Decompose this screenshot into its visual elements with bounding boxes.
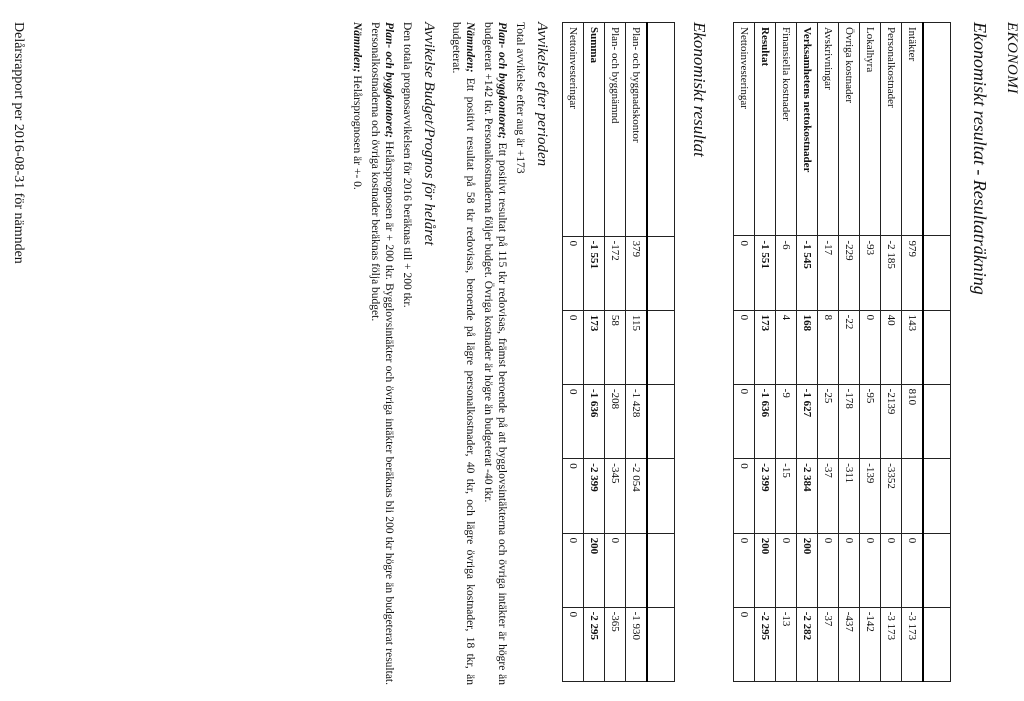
table-row <box>860 23 881 682</box>
value-cell: -365 <box>605 607 626 681</box>
table-row <box>563 23 584 682</box>
value-cell: -3352 <box>881 459 902 534</box>
value-cell: 0 <box>734 459 755 534</box>
text-helar-kontor: Helårsprognosen är + 200 tkr. Bygglovsintäkter och övriga intäkter beräknas bli 200 tkr högre än budgeterat resultat. Personalkostnaderna och övriga kostnader beräknas följa budget. <box>369 22 395 685</box>
table-row <box>755 23 776 682</box>
value-cell <box>902 459 924 534</box>
value-cell: 168 <box>797 310 818 384</box>
value-cell: 0 <box>734 533 755 607</box>
value-cell: -1 545 <box>797 236 818 310</box>
value-cell: -2 295 <box>584 607 605 681</box>
value-cell: -2 399 <box>755 459 776 534</box>
value-cell: 0 <box>734 384 755 459</box>
page-content <box>346 22 990 685</box>
value-cell: 200 <box>755 533 776 607</box>
value-cell: 0 <box>563 607 584 681</box>
row-label: Avskrivningar <box>818 23 839 236</box>
value-cell: 115 <box>626 310 648 384</box>
text-helar-namnd: Helårsprognosen är +- 0. <box>351 72 363 190</box>
value-cell: 0 <box>734 236 755 310</box>
row-label: Nettoinvesteringar <box>734 23 755 236</box>
value-cell: 0 <box>734 310 755 384</box>
value-cell: -15 <box>776 459 797 534</box>
value-cell: 0 <box>776 533 797 607</box>
resultatrakning-table <box>733 22 951 682</box>
department-title: EKONOMI <box>1004 22 1020 94</box>
lead-namnd: Nämnden; <box>464 22 476 73</box>
value-cell: -229 <box>839 236 860 310</box>
row-label: Finansiella kostnader <box>776 23 797 236</box>
value-cell: -345 <box>605 459 626 533</box>
avvikelse-helar-total: Den totala prognosavvikelsen för 2016 beräknas till + 200 tkr. <box>401 22 413 308</box>
header-cell <box>647 459 675 533</box>
value-cell: 0 <box>902 533 924 607</box>
value-cell: -2139 <box>881 384 902 459</box>
value-cell: 58 <box>605 310 626 384</box>
value-cell: -3 173 <box>902 607 924 681</box>
header-cell <box>647 23 675 237</box>
row-label: Intäkter <box>902 23 924 236</box>
table-row <box>797 23 818 682</box>
table-row <box>881 23 902 682</box>
row-label: Verksamhetens nettokostnader <box>797 23 818 236</box>
lead-kontor: Plan- och byggkontoret; <box>496 22 508 139</box>
value-cell: -13 <box>776 607 797 681</box>
value-cell: 0 <box>860 310 881 384</box>
value-cell: 0 <box>818 533 839 607</box>
value-cell: -6 <box>776 236 797 310</box>
page-header <box>1003 0 1020 701</box>
value-cell: -2 399 <box>584 459 605 533</box>
value-cell: -139 <box>860 459 881 534</box>
value-cell: -142 <box>860 607 881 681</box>
value-cell: -178 <box>839 384 860 459</box>
avvikelse-helar-namnd <box>350 22 364 685</box>
value-cell: -1 627 <box>797 384 818 459</box>
avvikelse-period-kontor <box>481 22 509 685</box>
value-cell: -37 <box>818 607 839 681</box>
header-cell <box>923 310 951 384</box>
value-cell: 979 <box>902 236 924 310</box>
value-cell <box>626 533 648 607</box>
row-label: Lokalhyra <box>860 23 881 236</box>
value-cell: -1 636 <box>584 385 605 459</box>
value-cell: -208 <box>605 385 626 459</box>
value-cell: 143 <box>902 310 924 384</box>
table-row <box>902 23 924 682</box>
section-title-ekonomiskt-resultat: Ekonomiskt resultat <box>690 22 709 157</box>
row-label: Plan- och byggnadskontor <box>626 23 648 237</box>
header-cell <box>647 236 675 310</box>
value-cell: 200 <box>797 533 818 607</box>
table-row <box>734 23 755 682</box>
value-cell: -1 551 <box>755 236 776 310</box>
header-cell <box>647 607 675 681</box>
header-cell <box>923 459 951 534</box>
lead-helar-kontor: Plan- och byggkontoret; <box>383 22 395 138</box>
value-cell: 200 <box>584 533 605 607</box>
heading-avvikelse-period: Avvikelse efter perioden <box>534 22 550 167</box>
value-cell: -37 <box>818 459 839 534</box>
avvikelse-period-total: Total avvikelse efter aug är +173 <box>514 22 526 174</box>
value-cell: -17 <box>818 236 839 310</box>
value-cell: -311 <box>839 459 860 534</box>
value-cell: -437 <box>839 607 860 681</box>
row-label: Övriga kostnader <box>839 23 860 236</box>
value-cell: 0 <box>563 385 584 459</box>
value-cell: -2 054 <box>626 459 648 533</box>
value-cell: -2 282 <box>797 607 818 681</box>
value-cell: 8 <box>818 310 839 384</box>
value-cell: -1 428 <box>626 385 648 459</box>
value-cell: -2 295 <box>755 607 776 681</box>
value-cell: 173 <box>584 310 605 384</box>
value-cell: -25 <box>818 384 839 459</box>
value-cell: 0 <box>563 459 584 533</box>
row-label: Nettoinvesteringar <box>563 23 584 237</box>
header-cell <box>923 533 951 607</box>
header-cell <box>647 385 675 459</box>
header-cell <box>923 236 951 310</box>
heading-avvikelse-helar: Avvikelse Budget/Prognos för helåret <box>421 22 437 246</box>
header-cell <box>923 23 951 236</box>
row-label: Resultat <box>755 23 776 236</box>
table-header-row <box>923 23 951 682</box>
value-cell: 379 <box>626 236 648 310</box>
value-cell: 40 <box>881 310 902 384</box>
lead-helar-namnd: Nämnden; <box>351 22 363 73</box>
row-label: Plan- och byggnämnd <box>605 23 626 237</box>
value-cell: 810 <box>902 384 924 459</box>
value-cell: -2 384 <box>797 459 818 534</box>
table-row <box>776 23 797 682</box>
value-cell: -93 <box>860 236 881 310</box>
header-cell <box>647 310 675 384</box>
table-row <box>839 23 860 682</box>
row-label: Personalkostnader <box>881 23 902 236</box>
section-title-resultatrakning: Ekonomiskt resultat - Resultaträkning <box>970 22 990 295</box>
value-cell: -2 185 <box>881 236 902 310</box>
value-cell: 4 <box>776 310 797 384</box>
value-cell: -172 <box>605 236 626 310</box>
value-cell: 0 <box>563 310 584 384</box>
text-kontor: Ett positivt resultat på 115 tkr redovisas, främst beroende på att bygglovsintäkterna och övriga intäkter är högre än budgeterat +142 tkr. Personalkostnaderna följer budget. Övriga kostnader är högre än budgeterat -40 tkr. <box>482 22 508 685</box>
header-cell <box>923 384 951 459</box>
table-header-row <box>647 23 675 682</box>
value-cell: 0 <box>839 533 860 607</box>
value-cell: 0 <box>563 533 584 607</box>
value-cell: 173 <box>755 310 776 384</box>
avvikelse-period-namnd <box>449 22 477 685</box>
value-cell: -1 551 <box>584 236 605 310</box>
value-cell: -95 <box>860 384 881 459</box>
value-cell: -22 <box>839 310 860 384</box>
avvikelse-helar-kontor <box>368 22 396 685</box>
value-cell: 0 <box>734 607 755 681</box>
value-cell: 0 <box>605 533 626 607</box>
value-cell: -1 930 <box>626 607 648 681</box>
row-label: Summa <box>584 23 605 237</box>
ekonomiskt-resultat-table <box>562 22 675 682</box>
value-cell: 0 <box>881 533 902 607</box>
header-cell <box>923 607 951 681</box>
value-cell: 0 <box>563 236 584 310</box>
text-namnd: Ett positivt resultat på 58 tkr redovisas, beroende på lägre personalkostnader, 40 tkr, och lägre övriga kostnader, 18 tkr, än budgeterat. <box>450 22 476 685</box>
table-row <box>605 23 626 682</box>
table-row <box>818 23 839 682</box>
table-row <box>584 23 605 682</box>
value-cell: -3 173 <box>881 607 902 681</box>
page-footer: Delårsrapport per 2016-08-31 för nämnden <box>11 22 26 264</box>
table-row <box>626 23 648 682</box>
value-cell: -1 636 <box>755 384 776 459</box>
value-cell: 0 <box>860 533 881 607</box>
value-cell: -9 <box>776 384 797 459</box>
header-cell <box>647 533 675 607</box>
